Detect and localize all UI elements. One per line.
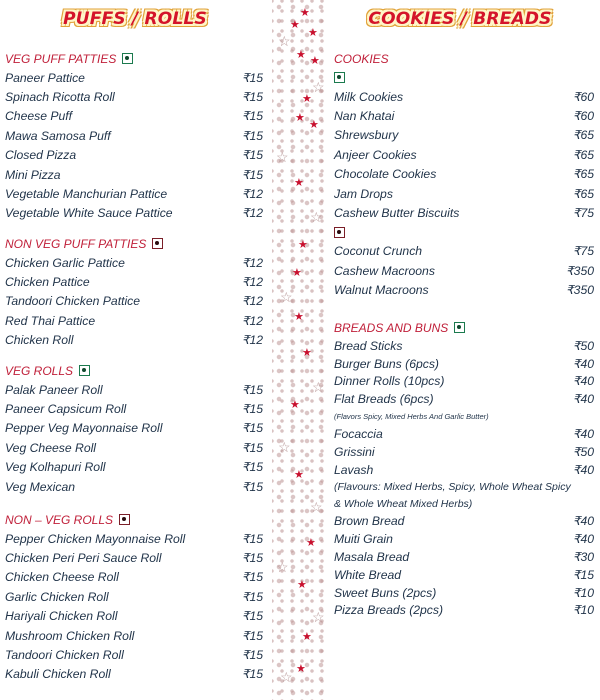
menu-item (334, 602, 594, 620)
outline-star-icon: ☆ (276, 559, 289, 575)
menu-item (334, 261, 594, 280)
star-icon: ★ (309, 119, 319, 131)
star-icon: ★ (300, 7, 310, 19)
item-name: Tandoori Chicken Pattice (5, 294, 141, 309)
item-price: ₹15 (241, 628, 263, 643)
item-price: ₹40 (572, 462, 594, 477)
section-heading (334, 49, 594, 68)
menu-item (5, 477, 263, 496)
outline-star-icon: ☆ (278, 439, 291, 455)
breads-and-buns-section (334, 318, 594, 619)
non-veg-mark-icon (334, 227, 345, 238)
puffs-rolls-banner: PUFFS / ROLLS (63, 9, 207, 29)
item-price: ₹12 (241, 333, 263, 348)
outline-star-icon: ☆ (276, 149, 289, 165)
flavor-note: (Flavors Spicy, Mixed Herbs And Garlic Butter) (334, 412, 489, 422)
menu-item (5, 272, 263, 291)
menu-item (334, 145, 594, 164)
item-price: ₹40 (572, 514, 594, 529)
star-icon: ★ (302, 631, 312, 643)
star-icon: ★ (290, 19, 300, 31)
item-name: Nan Khatai (334, 109, 395, 124)
menu-item (334, 461, 594, 479)
item-name: Spinach Ricotta Roll (5, 90, 115, 105)
item-name: Chicken Roll (5, 333, 74, 348)
item-name: Lavash (334, 462, 374, 477)
item-name: Red Thai Pattice (5, 313, 96, 328)
item-price: ₹50 (572, 338, 594, 353)
item-name: Mawa Samosa Puff (5, 128, 111, 143)
star-icon: ★ (294, 469, 304, 481)
item-price: ₹350 (565, 263, 594, 278)
menu-item (334, 281, 594, 300)
outline-star-icon: ☆ (280, 669, 293, 685)
cookies-breads-banner: COOKIES / BREADS (368, 9, 552, 29)
menu-item (334, 584, 594, 602)
item-name: Vegetable White Sauce Pattice (5, 206, 173, 221)
menu-item (5, 626, 263, 645)
item-price: ₹15 (241, 531, 263, 546)
star-icon: ★ (295, 112, 305, 124)
item-price: ₹65 (572, 167, 594, 182)
item-price: ₹12 (241, 206, 263, 221)
item-name: Kabuli Chicken Roll (5, 667, 111, 682)
item-name: Chocolate Cookies (334, 167, 437, 182)
menu-item (5, 292, 263, 311)
menu-item (334, 373, 594, 391)
section-title: BREADS AND BUNS (334, 320, 449, 335)
item-price: ₹15 (241, 551, 263, 566)
item-name: Anjeer Cookies (334, 147, 417, 162)
item-name: Sweet Buns (2pcs) (334, 585, 437, 600)
item-price: ₹65 (572, 128, 594, 143)
item-price: ₹15 (241, 570, 263, 585)
menu-item (334, 513, 594, 531)
star-icon: ★ (292, 267, 302, 279)
menu-item (5, 438, 263, 457)
flavor-note: & Whole Wheat Mixed Herbs) (334, 497, 473, 510)
menu-item (334, 355, 594, 373)
section-title: VEG ROLLS (5, 363, 74, 378)
item-name: Vegetable Manchurian Pattice (5, 187, 168, 202)
item-name: Chicken Cheese Roll (5, 570, 119, 585)
menu-item (334, 548, 594, 566)
menu-item (334, 443, 594, 461)
menu-item (334, 242, 594, 261)
item-price: ₹10 (572, 585, 594, 600)
outline-star-icon: ☆ (312, 79, 325, 95)
menu-item (5, 87, 263, 106)
menu-item (5, 529, 263, 548)
veg-mark-icon (334, 72, 345, 83)
item-name: Grissini (334, 444, 375, 459)
star-icon: ★ (308, 27, 318, 39)
item-price: ₹15 (241, 440, 263, 455)
menu-item (5, 184, 263, 203)
item-price: ₹15 (241, 167, 263, 182)
item-name: Chicken Peri Peri Sauce Roll (5, 551, 162, 566)
menu-item (5, 645, 263, 664)
veg-rolls-section (5, 361, 263, 496)
item-price: ₹60 (572, 109, 594, 124)
item-price: ₹75 (572, 244, 594, 259)
item-name: Pepper Veg Mayonnaise Roll (5, 421, 163, 436)
star-icon: ★ (296, 663, 306, 675)
menu-item (5, 607, 263, 626)
item-price: ₹15 (241, 460, 263, 475)
flavor-note: (Flavours: Mixed Herbs, Spicy, Whole Wheat Spicy (334, 480, 571, 493)
item-name: Paneer Pattice (5, 70, 85, 85)
item-price: ₹75 (572, 206, 594, 221)
outline-star-icon: ☆ (278, 33, 291, 49)
outline-star-icon: ☆ (312, 379, 325, 395)
item-price: ₹50 (572, 444, 594, 459)
item-price: ₹15 (241, 667, 263, 682)
outline-star-icon: ☆ (312, 609, 325, 625)
item-price: ₹12 (241, 313, 263, 328)
veg-mark-icon (79, 365, 90, 376)
item-name: Bread Sticks (334, 338, 403, 353)
item-price: ₹65 (572, 147, 594, 162)
item-price: ₹15 (241, 148, 263, 163)
outline-star-icon: ☆ (310, 499, 323, 515)
item-name: Jam Drops (334, 186, 393, 201)
menu-item (5, 107, 263, 126)
section-heading (5, 361, 263, 380)
menu-item (5, 311, 263, 330)
item-price: ₹15 (241, 479, 263, 494)
item-price: ₹15 (241, 90, 263, 105)
menu-item (5, 458, 263, 477)
item-name: Focaccia (334, 427, 383, 442)
item-price: ₹40 (572, 374, 594, 389)
item-price: ₹15 (241, 382, 263, 397)
item-name: Masala Bread (334, 550, 410, 565)
non-veg-rolls-section (5, 510, 263, 684)
menu-item (5, 548, 263, 567)
item-name: Veg Kolhapuri Roll (5, 460, 106, 475)
menu-item (5, 419, 263, 438)
item-name: Walnut Macroons (334, 283, 429, 298)
menu-item (334, 106, 594, 125)
section-title: NON – VEG ROLLS (5, 512, 114, 527)
menu-item (334, 530, 594, 548)
menu-item (334, 390, 594, 408)
item-name: Cashew Butter Biscuits (334, 206, 460, 221)
item-price: ₹15 (241, 609, 263, 624)
item-price: ₹40 (572, 356, 594, 371)
item-price: ₹12 (241, 255, 263, 270)
item-name: Veg Mexican (5, 479, 76, 494)
menu-item (334, 203, 594, 222)
star-icon: ★ (294, 177, 304, 189)
section-title: COOKIES (334, 51, 389, 66)
outline-star-icon: ☆ (310, 209, 323, 225)
non-veg-mark-icon (119, 514, 130, 525)
non-veg-mark-icon (152, 238, 163, 249)
item-price: ₹15 (241, 402, 263, 417)
item-price: ₹15 (241, 421, 263, 436)
item-name: Chicken Pattice (5, 275, 90, 290)
menu-item (334, 87, 594, 106)
item-price: ₹350 (565, 283, 594, 298)
menu-item (5, 165, 263, 184)
menu-item (5, 146, 263, 165)
star-icon: ★ (290, 399, 300, 411)
section-heading (5, 49, 263, 68)
section-heading (334, 318, 594, 337)
item-price: ₹15 (241, 128, 263, 143)
item-price: ₹15 (241, 109, 263, 124)
star-icon: ★ (302, 347, 312, 359)
veg-puff-patties-section (5, 49, 263, 223)
cookies-section (334, 49, 594, 300)
non-veg-puff-patties-section (5, 234, 263, 350)
item-name: Cheese Puff (5, 109, 73, 124)
item-name: Closed Pizza (5, 148, 77, 163)
item-name: Brown Bread (334, 514, 405, 529)
menu-item (5, 204, 263, 223)
menu-item (334, 165, 594, 184)
item-name: Muiti Grain (334, 532, 393, 547)
item-name: Garlic Chicken Roll (5, 589, 109, 604)
section-heading (5, 234, 263, 253)
item-price: ₹12 (241, 294, 263, 309)
star-icon: ★ (297, 579, 307, 591)
menu-item (334, 184, 594, 203)
veg-mark-icon (454, 322, 465, 333)
item-name: White Bread (334, 567, 402, 582)
star-icon: ★ (306, 537, 316, 549)
menu-item (334, 337, 594, 355)
veg-mark-icon (122, 53, 133, 64)
veg-marker-row (334, 68, 594, 87)
menu-item (334, 566, 594, 584)
item-name: Mini Pizza (5, 167, 61, 182)
section-heading (5, 510, 263, 529)
item-price: ₹15 (572, 567, 594, 582)
menu-item (5, 399, 263, 418)
menu-item (5, 68, 263, 87)
item-name: Pepper Chicken Mayonnaise Roll (5, 531, 186, 546)
menu-item (5, 253, 263, 272)
menu-item (334, 425, 594, 443)
menu-item (5, 568, 263, 587)
item-price: ₹15 (241, 589, 263, 604)
non-veg-marker-row (334, 223, 594, 242)
item-name: Hariyali Chicken Roll (5, 609, 118, 624)
item-price: ₹40 (572, 427, 594, 442)
item-name: Tandoori Chicken Roll (5, 648, 124, 663)
item-name: Mushroom Chicken Roll (5, 628, 135, 643)
item-name: Flat Breads (6pcs) (334, 392, 434, 407)
item-price: ₹12 (241, 187, 263, 202)
item-name: Dinner Rolls (10pcs) (334, 374, 445, 389)
star-icon: ★ (296, 49, 306, 61)
item-name: Coconut Crunch (334, 244, 423, 259)
item-name: Pizza Breads (2pcs) (334, 603, 444, 618)
menu-item (5, 331, 263, 350)
item-name: Cashew Macroons (334, 263, 435, 278)
item-name: Palak Paneer Roll (5, 382, 103, 397)
item-name: Shrewsbury (334, 128, 399, 143)
item-price: ₹15 (241, 70, 263, 85)
star-icon: ★ (294, 311, 304, 323)
item-name: Milk Cookies (334, 89, 404, 104)
menu-item (5, 126, 263, 145)
item-price: ₹65 (572, 186, 594, 201)
menu-item (5, 380, 263, 399)
item-price: ₹15 (241, 648, 263, 663)
item-price: ₹30 (572, 550, 594, 565)
item-price: ₹40 (572, 392, 594, 407)
menu-item (5, 665, 263, 684)
star-pattern-divider (272, 0, 328, 700)
menu-item (5, 587, 263, 606)
item-price: ₹60 (572, 89, 594, 104)
outline-star-icon: ☆ (280, 289, 293, 305)
item-name: Veg Cheese Roll (5, 440, 97, 455)
menu-item (334, 126, 594, 145)
item-name: Chicken Garlic Pattice (5, 255, 125, 270)
section-title: NON VEG PUFF PATTIES (5, 236, 147, 251)
item-name: Burger Buns (6pcs) (334, 356, 439, 371)
star-icon: ★ (302, 93, 312, 105)
item-price: ₹12 (241, 275, 263, 290)
star-icon: ★ (298, 239, 308, 251)
star-icon: ★ (310, 55, 320, 67)
item-price: ₹10 (572, 603, 594, 618)
item-name: Paneer Capsicum Roll (5, 402, 127, 417)
section-title: VEG PUFF PATTIES (5, 51, 117, 66)
item-price: ₹40 (572, 532, 594, 547)
